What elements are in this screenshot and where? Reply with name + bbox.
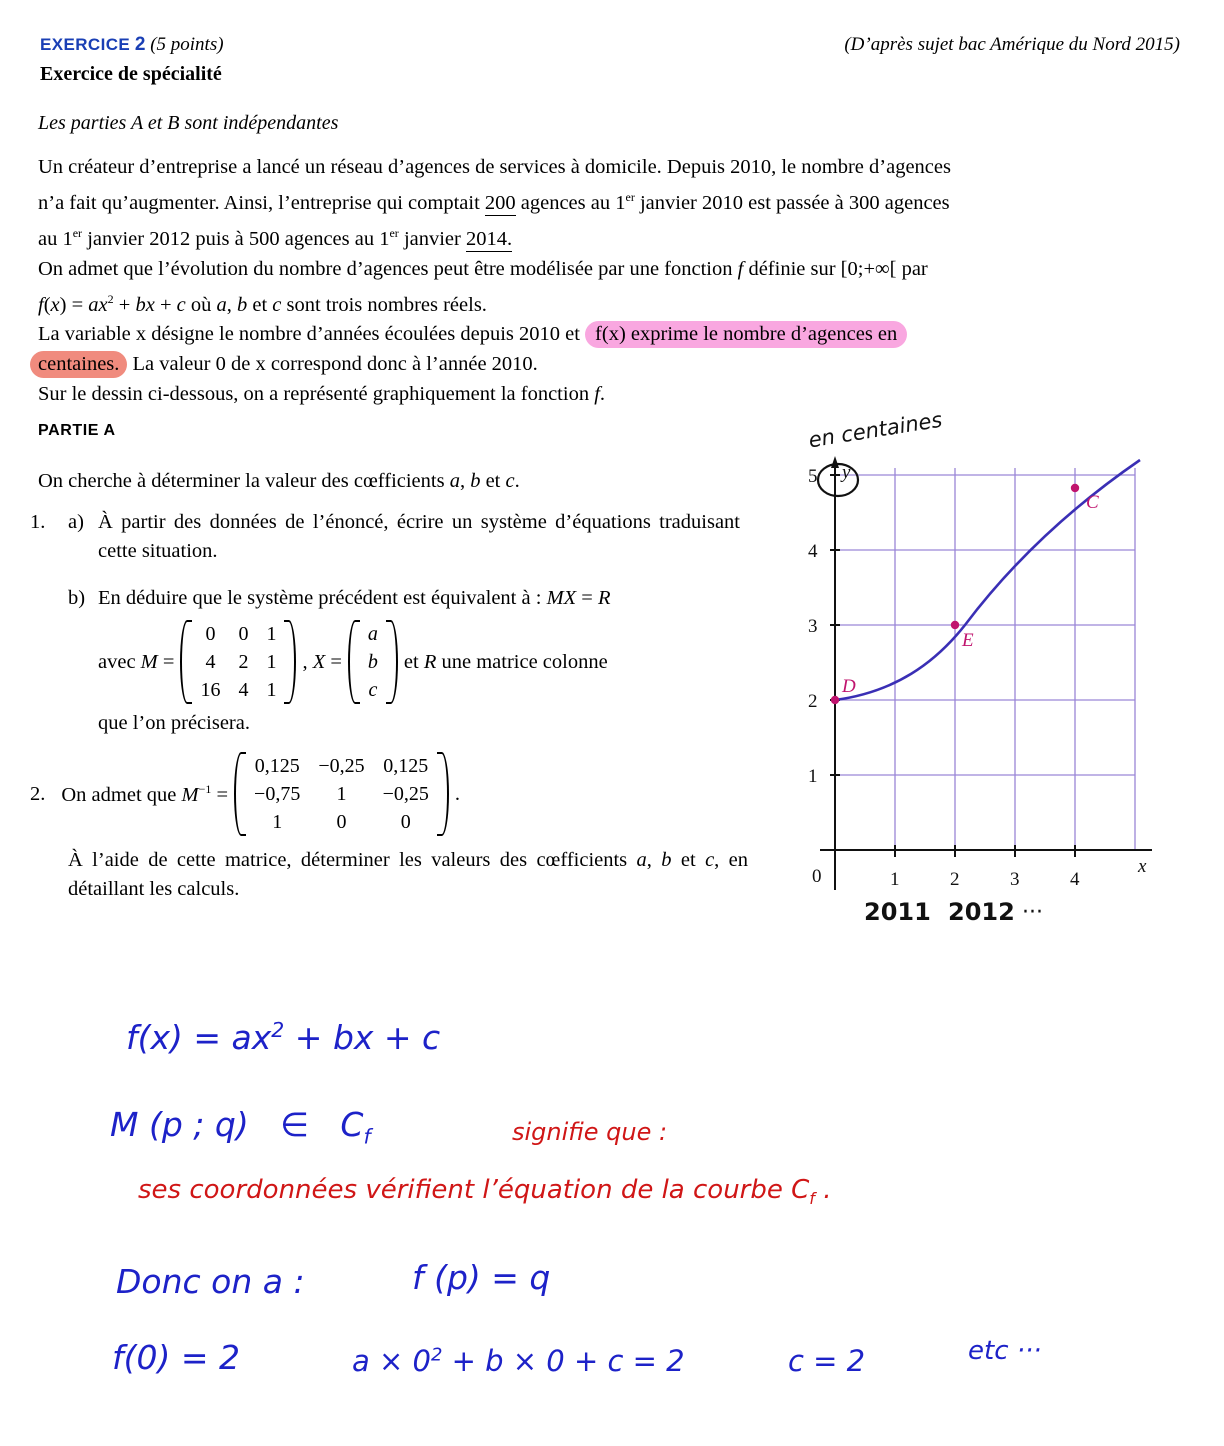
graph-svg — [760, 420, 1180, 940]
intro-line-2b: agences au 1 — [515, 191, 626, 214]
note-line-2: M (p ; q) ∈ $C_f$ — [110, 1105, 371, 1149]
question-1b-label: b) — [68, 587, 86, 609]
period: . — [454, 782, 461, 805]
m-cell: 1 — [266, 651, 277, 673]
m-cell: 2 — [238, 651, 249, 673]
minv-cell: 0,125 — [383, 755, 429, 777]
minv-cell: 0,125 — [254, 755, 300, 777]
intro-line-3b: janvier 2012 puis à 500 agences au 1 — [82, 227, 390, 250]
x-tick-4: 4 — [1070, 869, 1080, 890]
point-label-d: D — [842, 676, 856, 697]
matrix-m-inverse — [234, 752, 449, 836]
origin-label: 0 — [812, 866, 822, 887]
m-cell: 16 — [200, 679, 221, 701]
question-1a-label: a) — [68, 511, 84, 533]
minv-cell: 0 — [336, 811, 347, 833]
note-line-5c: c = 2 — [788, 1344, 866, 1378]
question-2-text: On admet que $M^{-1}$ = — [61, 781, 229, 806]
hand-year-2011: 2011 — [864, 898, 931, 926]
x-equals-label: , X = — [302, 650, 342, 673]
intro-line-7b: La valeur 0 de x correspond donc à l’année 2010. — [127, 353, 538, 376]
hand-dots: ··· — [1022, 900, 1043, 925]
exercice-number: 2 — [134, 34, 146, 55]
exercice-subtitle: Exercice de spécialité — [40, 63, 222, 85]
question-2 — [30, 752, 460, 836]
intro-line-6 — [38, 319, 1156, 349]
r-matrix-text: et R une matrice colonne — [403, 650, 608, 673]
note-line-1: $f(x) = ax^2$ + bx + c — [126, 1018, 441, 1057]
precisera-text: que l’on précisera. — [98, 712, 250, 734]
intro-line-2c: janvier 2010 est passée à 300 agences — [634, 191, 950, 214]
tick-labels — [808, 462, 1147, 890]
exercice-points: (5 points) — [150, 34, 224, 55]
matrix-line — [98, 620, 608, 704]
intro-line-6a: La variable x désigne le nombre d’années écoulées depuis 2010 et — [38, 323, 586, 346]
point-d — [831, 696, 839, 704]
x-tick-2: 2 — [950, 869, 960, 890]
minv-cell: −0,25 — [318, 755, 365, 777]
y-tick-5: 5 — [808, 466, 818, 487]
note-line-2-signifie: signifie que : — [512, 1118, 668, 1146]
minv-cell: 1 — [272, 811, 283, 833]
note-line-5b: $a \times 0^2 + b \times 0 + c = 2$ — [352, 1344, 685, 1378]
intro-line-2 — [38, 182, 1156, 218]
x-axis-label: x — [1138, 856, 1147, 877]
note-line-4b: f (p) = q — [412, 1258, 551, 1297]
y-circle-annotation — [818, 464, 858, 496]
question-1a-text: À partir des données de l’énoncé, écrire un système d’équations traduisant cette situation. — [98, 511, 740, 562]
x-cell: c — [368, 679, 378, 701]
exercice-source: (D’après sujet bac Amérique du Nord 2015) — [844, 34, 1180, 55]
note-line-3: ses coordonnées vérifient l’équation de la courbe $C_f$ . — [138, 1175, 832, 1209]
y-axis-label: y — [842, 462, 851, 483]
x-cell: a — [367, 623, 378, 645]
minv-cell: −0,25 — [382, 783, 429, 805]
underlined-200: 200 — [484, 191, 516, 214]
minv-cell: 0 — [400, 811, 411, 833]
intro-line-8: Sur le dessin ci-dessous, on a représenté graphiquement la fonction f. — [38, 383, 606, 406]
sup-er-2: er — [72, 225, 83, 240]
sup-er-1: er — [625, 190, 635, 204]
question-2-tail: À l’aide de cette matrice, déterminer les valeurs des cœfficients a, b et c, en détaillant les calculs. — [68, 849, 749, 900]
matrix-x — [348, 620, 398, 704]
y-tick-1: 1 — [808, 766, 818, 787]
partie-a-intro: On cherche à déterminer la valeur des cœfficients a, b et c. — [38, 470, 520, 492]
x-tick-1: 1 — [890, 869, 900, 890]
red-highlight: centaines. — [30, 351, 127, 378]
y-axis-arrow — [831, 456, 839, 468]
m-cell: 1 — [266, 623, 277, 645]
axes — [820, 462, 1152, 890]
axis-ticks — [830, 475, 1075, 864]
m-cell: 4 — [205, 651, 216, 673]
y-tick-4: 4 — [808, 541, 818, 562]
pink-highlight: f(x) exprime le nombre d’agences en — [585, 321, 907, 348]
underlined-2014: 2014. — [465, 227, 513, 250]
intro-line-3 — [38, 218, 1156, 254]
question-1b-text: En déduire que le système précédent est équivalent à : MX = R — [98, 587, 611, 609]
m-cell: 0 — [205, 623, 216, 645]
intro-line-5: $f(x) = ax^2$ + bx + c où a, b et c sont trois nombres réels. — [38, 291, 487, 316]
parts-independent-note: Les parties A et B sont indépendantes — [38, 112, 339, 134]
header-line — [40, 34, 1180, 56]
note-line-5d: etc ··· — [968, 1336, 1042, 1366]
point-label-e: E — [962, 630, 974, 651]
note-line-4a: Donc on a : — [116, 1262, 305, 1301]
en-centaines-annotation: en centaines — [806, 407, 944, 453]
exercice-label: EXERCICE — [40, 35, 131, 54]
intro-line-7 — [30, 349, 1156, 379]
hand-year-2012: 2012 — [948, 898, 1015, 926]
intro-line-3c: janvier — [398, 227, 466, 250]
y-tick-3: 3 — [808, 616, 818, 637]
partie-a-title: PARTIE A — [38, 422, 116, 439]
x-cell: b — [367, 651, 378, 673]
intro-line-2a: n’a fait qu’augmenter. Ainsi, l’entreprise qui comptait — [38, 191, 485, 214]
matrix-m — [180, 620, 296, 704]
grid-lines — [835, 468, 1135, 850]
y-tick-2: 2 — [808, 691, 818, 712]
x-tick-3: 3 — [1010, 869, 1020, 890]
m-cell: 0 — [238, 623, 249, 645]
point-e — [951, 621, 959, 629]
intro-paragraph — [38, 152, 1156, 409]
question-1b — [68, 584, 748, 613]
sup-er-3: er — [389, 225, 399, 240]
m-cell: 4 — [238, 679, 249, 701]
question-1-number: 1. — [30, 511, 46, 533]
note-line-5a: f(0) = 2 — [112, 1338, 240, 1377]
avec-m-label: avec M = — [98, 650, 175, 673]
minv-cell: −0,75 — [254, 783, 301, 805]
intro-line-1: Un créateur d’entreprise a lancé un réseau d’agences de services à domicile. Depuis 2010, le nombre d’agences — [38, 156, 951, 178]
question-1 — [30, 508, 740, 566]
function-graph — [760, 407, 1180, 940]
intro-line-3a: au 1 — [38, 227, 73, 250]
point-c — [1071, 484, 1079, 492]
intro-line-4: On admet que l’évolution du nombre d’agences peut être modélisée par une fonction f définie sur [0;+∞[ par — [38, 257, 928, 280]
m-cell: 1 — [266, 679, 277, 701]
question-2-number: 2. — [30, 782, 46, 805]
point-label-c: C — [1086, 492, 1099, 513]
minv-cell: 1 — [336, 783, 347, 805]
